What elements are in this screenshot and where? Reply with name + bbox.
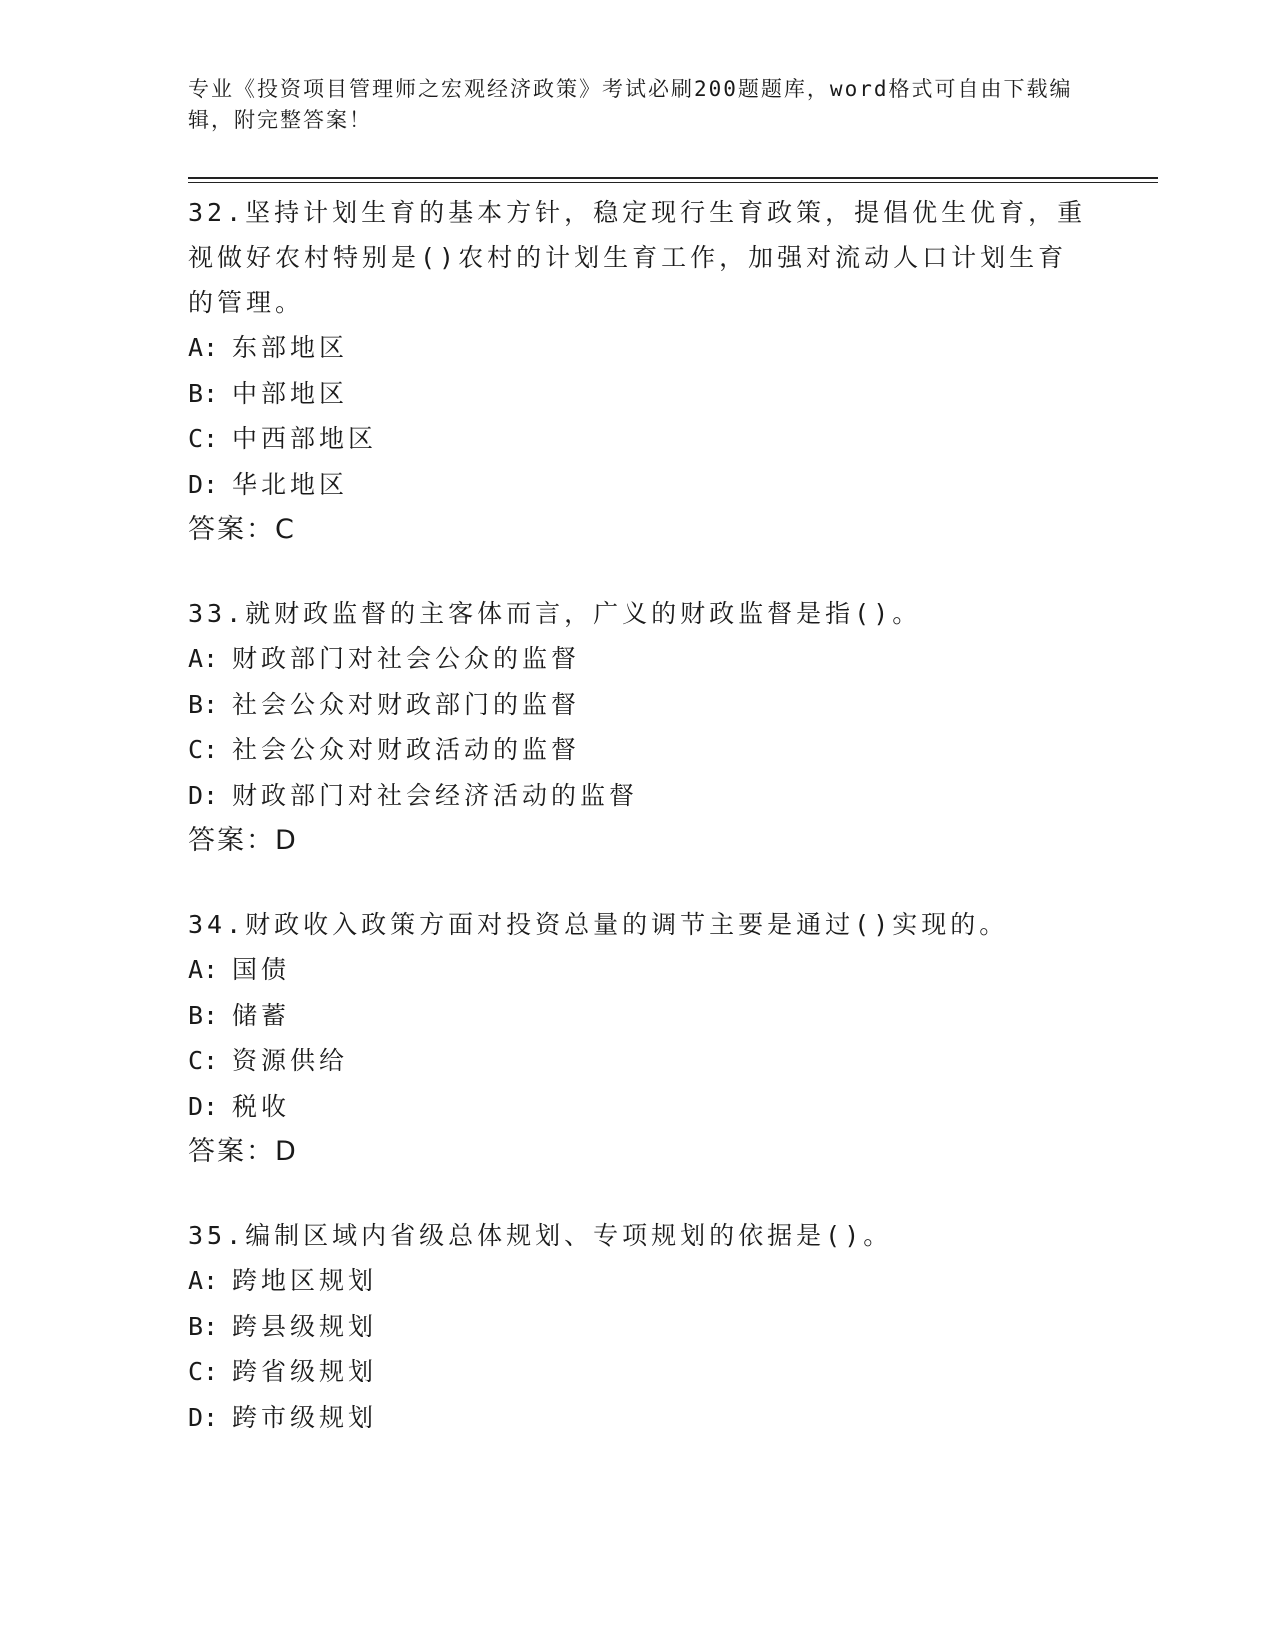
- option-text: 跨市级规划: [232, 1402, 378, 1432]
- option-a: [188, 947, 1088, 993]
- option-text: 资源供给: [232, 1046, 349, 1075]
- option-key: B:: [188, 1311, 219, 1341]
- option-d: [188, 1395, 1088, 1441]
- option-text: 跨省级规划: [232, 1357, 378, 1386]
- answer-line: 答案：D: [188, 1136, 298, 1167]
- option-text: 跨县级规划: [232, 1311, 378, 1341]
- option-key: A:: [188, 333, 219, 362]
- option-text: 税收: [232, 1091, 291, 1121]
- option-key: D:: [188, 1091, 219, 1121]
- option-d: [188, 462, 1088, 508]
- question-33: [188, 591, 1088, 864]
- question-stem: 32.坚持计划生育的基本方针，稳定现行生育政策，提倡优生优育，重视做好农村特别是()农村的计划生育工作，加强对流动人口计划生育的管理。: [188, 198, 1087, 317]
- option-text: 华北地区: [232, 469, 349, 499]
- option-key: D:: [188, 780, 219, 810]
- option-text: 社会公众对财政部门的监督: [232, 689, 581, 719]
- question-35: [188, 1213, 1088, 1440]
- option-a: [188, 636, 1088, 682]
- option-b: [188, 993, 1088, 1039]
- option-key: C:: [188, 424, 219, 453]
- option-c: [188, 416, 1088, 462]
- document-header: 专业《投资项目管理师之宏观经济政策》考试必刷200题题库，word格式可自由下载编辑，附完整答案！: [188, 77, 1073, 132]
- answer-line: 答案：D: [188, 825, 298, 856]
- option-key: D:: [188, 469, 219, 499]
- option-text: 中西部地区: [232, 424, 378, 453]
- option-text: 跨地区规划: [232, 1266, 378, 1295]
- option-a: [188, 1258, 1088, 1304]
- option-key: A:: [188, 644, 219, 673]
- header-divider-thick: [188, 177, 1158, 179]
- question-list: [188, 190, 1088, 1478]
- question-stem: 35.编制区域内省级总体规划、专项规划的依据是()。: [188, 1221, 893, 1250]
- option-text: 财政部门对社会经济活动的监督: [232, 780, 639, 810]
- question-34: [188, 902, 1088, 1175]
- question-32: [188, 190, 1088, 553]
- option-c: [188, 1349, 1088, 1395]
- answer-line: 答案：C: [188, 514, 296, 545]
- option-text: 储蓄: [232, 1000, 291, 1030]
- option-key: B:: [188, 689, 219, 719]
- option-text: 国债: [232, 955, 291, 984]
- option-key: B:: [188, 378, 219, 408]
- option-b: [188, 371, 1088, 417]
- option-c: [188, 727, 1088, 773]
- option-b: [188, 1304, 1088, 1350]
- question-stem: 33.就财政监督的主客体而言，广义的财政监督是指()。: [188, 599, 922, 628]
- option-b: [188, 682, 1088, 728]
- option-a: [188, 325, 1088, 371]
- option-text: 财政部门对社会公众的监督: [232, 644, 581, 673]
- option-key: D:: [188, 1402, 219, 1432]
- option-key: A:: [188, 955, 219, 984]
- header-divider-thin: [188, 182, 1158, 183]
- option-text: 中部地区: [232, 378, 349, 408]
- question-stem: 34.财政收入政策方面对投资总量的调节主要是通过()实现的。: [188, 910, 1009, 939]
- option-key: B:: [188, 1000, 219, 1030]
- option-d: [188, 773, 1088, 819]
- option-c: [188, 1038, 1088, 1084]
- option-key: A:: [188, 1266, 219, 1295]
- option-text: 东部地区: [232, 333, 349, 362]
- option-key: C:: [188, 1357, 219, 1386]
- option-key: C:: [188, 1046, 219, 1075]
- option-text: 社会公众对财政活动的监督: [232, 735, 581, 764]
- option-d: [188, 1084, 1088, 1130]
- option-key: C:: [188, 735, 219, 764]
